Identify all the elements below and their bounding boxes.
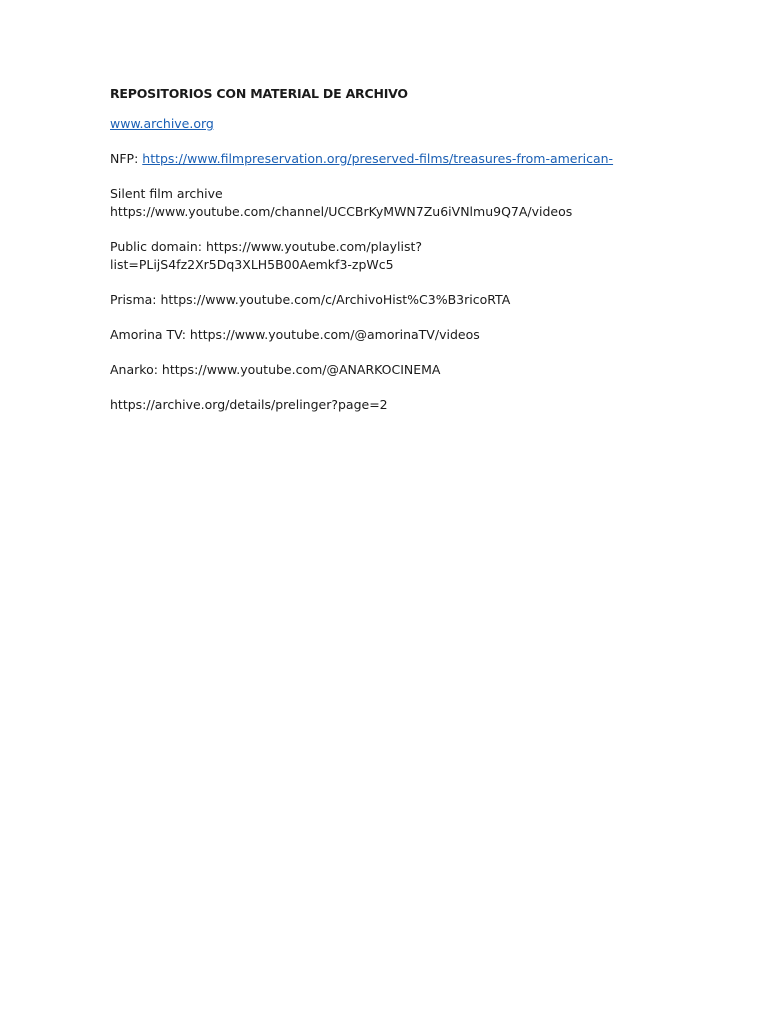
nfp-link[interactable]: https://www.filmpreservation.org/preserved-films/treasures-from-american-	[142, 151, 614, 166]
entry-public-domain	[110, 238, 710, 274]
entry-prisma: Prisma: https://www.youtube.com/c/ArchivoHist%C3%B3ricoRTA	[110, 292, 511, 307]
entry-anarko: Anarko: https://www.youtube.com/@ANARKOCINEMA	[110, 362, 441, 377]
entry-archive-org	[110, 115, 710, 133]
entry-silent-film-archive	[110, 185, 710, 221]
public-domain-line2: list=PLijS4fz2Xr5Dq3XLH5B00Aemkf3-zpWc5	[110, 257, 394, 272]
entry-prelinger: https://archive.org/details/prelinger?page=2	[110, 397, 388, 412]
entry-nfp	[110, 150, 710, 168]
document-title: REPOSITORIOS CON MATERIAL DE ARCHIVO	[110, 86, 408, 101]
public-domain-line1: Public domain: https://www.youtube.com/playlist?	[110, 239, 423, 254]
silent-film-url: https://www.youtube.com/channel/UCCBrKyMWN7Zu6iVNlmu9Q7A/videos	[110, 204, 573, 219]
document-body	[110, 85, 710, 431]
archive-org-link[interactable]: www.archive.org	[110, 116, 214, 131]
entry-amorina-tv: Amorina TV: https://www.youtube.com/@amorinaTV/videos	[110, 327, 480, 342]
nfp-label: NFP:	[110, 151, 143, 166]
silent-film-label: Silent film archive	[110, 186, 223, 201]
